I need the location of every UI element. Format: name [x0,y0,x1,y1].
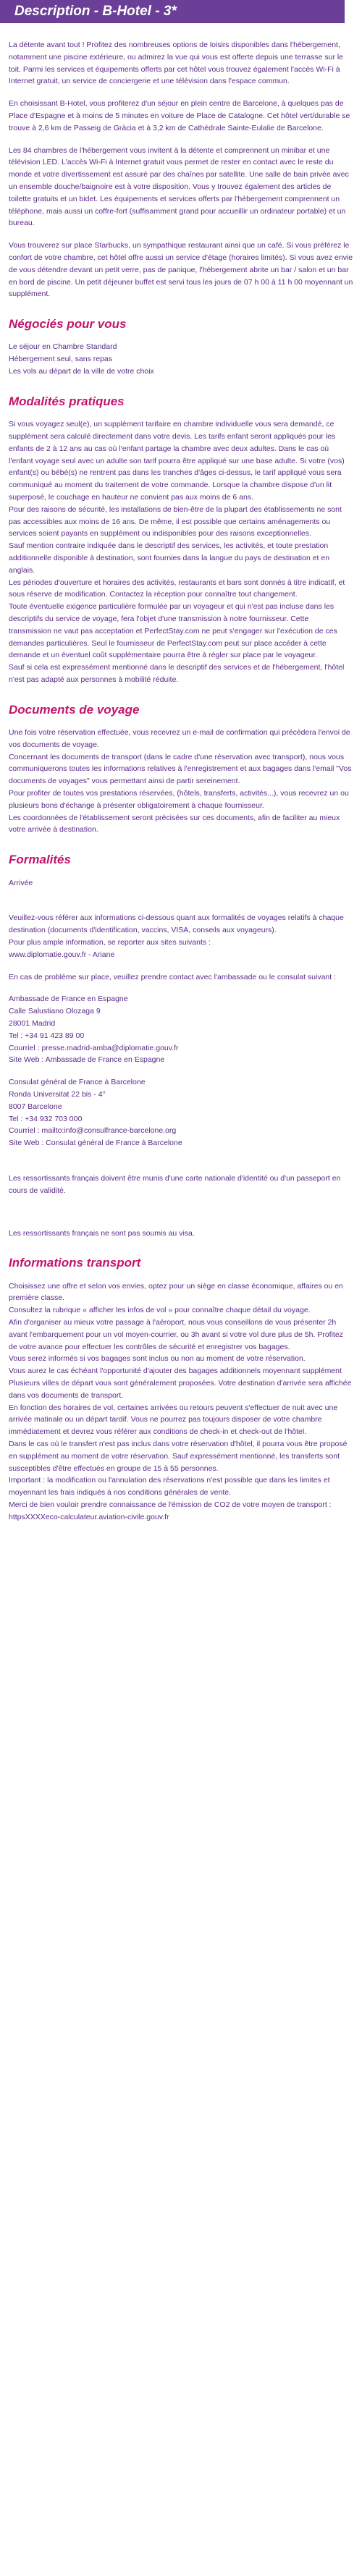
consulat-line: Site Web : Consulat général de France à Barcelone [9,1139,182,1148]
negocies-section [9,341,353,377]
documents-section [9,727,353,836]
negocies-line: Hébergement seul, sans repas [9,355,112,364]
consulat-line: 8007 Barcelone [9,1102,62,1111]
description-paragraph: La détente avant tout ! Profitez des nombreuses options de loisirs disponibles dans l'hébergement, notamment une piscine extérieure, ou admirez la vue qui vous est offerte depuis une terrasse sur le toit. Parmi les services et équipements offerts par cet hôtel vous trouvez également l'accès Wi-Fi à Internet gratuit, un service de conciergerie et une télévision dans l'espace commun. [9,41,344,86]
description-paragraph: Vous trouverez sur place Starbucks, un sympathique restaurant ainsi que un café. Si vous préférez le confort de votre chambre, cet hôtel offre aussi un service d'étage (horaires limités). Si vous avez envie de vous détendre devant un petit verre, pas de panique, l'hébergement abrite un bar / salon et un bar en bord de piscine. Un petit déjeuner buffet est servi tous les jours de 07 h 00 à 11 h 00 moyennant un supplément. [9,241,353,299]
formalites-paragraph: Les ressortissants français doivent être munis d'une carte nationale d'identité ou d'un passeport en cours de validité. [9,1173,341,1195]
consulat-line: Ronda Universitat 22 bis - 4° [9,1089,106,1099]
documents-paragraph: Concernant les documents de transport (dans le cadre d'une réservation avec transport), nous vous communiquerons toutes les informations relatives à l'enregistrement et aux bagages dans l'email "Vos documents de voyages" vous permettant ainsi de partir sereinement. [9,752,352,786]
description-section [9,39,353,300]
modalites-paragraph: Pour des raisons de sécurité, les installations de bien-être de la plupart des établissements ne sont pas accessibles aux moins de 16 ans. De même, il est possible que certains aménagements ou services soient payants en supplément ou indisponibles pour des raisons exceptionnelles. [9,504,342,539]
modalites-section [9,418,353,686]
negocies-line: Les vols au départ de la ville de votre choix [9,367,154,376]
transport-section [9,1280,353,1524]
transport-paragraph: Merci de bien vouloir prendre connaissance de l'émission de CO2 de votre moyen de transport : httpsXXXXeco-calculateur.aviation-civile.gouv.fr [9,1500,332,1521]
negocies-heading: Négociés pour vous [9,317,127,331]
transport-paragraph: Vous aurez le cas échéant l'opportunité d'ajouter des bagages additionnels moyennant supplément [9,1367,342,1376]
formalites-arrivee-label: Arrivée [9,878,33,887]
formalites-section [9,877,353,1240]
documents-paragraph: Les coordonnées de l'établissement seront précisées sur ces documents, afin de faciliter au mieux votre arrivée à destination. [9,813,340,835]
modalites-paragraph: Sauf mention contraire indiquée dans le descriptif des services, les activités, et toute prestation additionnelle disponible à destination, sont fournies dans la langue du pays de destination et en anglais. [9,541,330,575]
ambassade-line: 28001 Madrid [9,1018,56,1028]
documents-paragraph: Une fois votre réservation effectuée, vous recevrez un e-mail de confirmation qui précèdera l'envoi de vos documents de voyage. [9,728,350,749]
ambassade-line: Tel : +34 91 423 89 00 [9,1031,85,1040]
consulat-line: Courriel : mailto:info@consulfrance-barcelone.org [9,1126,177,1136]
documents-paragraph: Pour profiter de toutes vos prestations réservées, (hôtels, transferts, activités...), vous recevrez un ou plusieurs bons d'échange à présenter obligatoirement à chaque fournisseur. [9,789,349,810]
description-paragraph: Les 84 chambres de l'hébergement vous invitent à la détente et comprennent un minibar et une télévision LED. L'accès Wi-Fi à Internet gratuit vous permet de rester en contact avec le reste du monde et votre divertissement est assuré par des chaînes par satellite. Une salle de bain privée avec un ensemble douche/baignoire est à votre disposition. Vous y trouvez également des articles de toilette gratuits et un bidet. Les équipements et services offerts par l'hébergement comprennent un téléphone, mais aussi un coffre-fort (suffisamment grand pour accueillir un ordinateur portable) et un bureau. [9,145,349,228]
transport-paragraph: Consultez la rubrique « afficher les infos de vol » pour connaître chaque détail du voyage. [9,1306,311,1315]
transport-paragraph: Important : la modification ou l'annulation des réservations n'est possible que dans les limites et moyennant les frais indiqués à nos conditions générales de vente. [9,1476,330,1498]
formalites-heading: Formalités [9,853,71,867]
modalites-heading: Modalités pratiques [9,394,125,408]
formalites-paragraph: Pour plus ample information, se reporter aux sites suivants : [9,938,211,947]
page-title: Description - B-Hotel - 3* [14,4,177,20]
transport-paragraph: Choisissez une offre et selon vos envies, optez pour un siège en classe économique, affaires ou en première classe. [9,1281,343,1303]
formalites-paragraph: En cas de problème sur place, veuillez prendre contact avec l'ambassade ou le consulat suivant : [9,972,337,981]
transport-heading: Informations transport [9,1256,141,1270]
transport-paragraph: Dans le cas où le transfert n'est pas inclus dans votre réservation d'hôtel, il pourra vous être proposé en supplément au moment de votre réservation. Sauf expressément mentionné, les transferts sont susceptibles d'être effectués en groupe de 15 à 55 personnes. [9,1440,348,1473]
ambassade-line: Calle Salustiano Olozaga 9 [9,1007,101,1016]
description-paragraph: En choisissant B-Hotel, vous profiterez d'un séjour en plein centre de Barcelone, à quelques pas de Place d'Espagne et à moins de 5 minutes en voiture de Place de Catalogne. Cet hôtel vert/durable se trouve à 2,6 km de Passeig de Gràcia et à 3,2 km de Cathédrale Sainte-Eulalie de Barcelone. [9,99,350,132]
negocies-line: Le séjour en Chambre Standard [9,342,117,352]
transport-paragraph: En fonction des horaires de vol, certaines arrivées ou retours peuvent s'effectuer de nuit avec une arrivée matinale ou un départ tardif. Vous ne pourrez pas toujours disposer de votre chambre immédiatement et devrez vous référer aux conditions de check-in et check-out de l'hôtel. [9,1403,338,1437]
consulat-line: Consulat général de France à Barcelone [9,1078,146,1087]
modalites-paragraph: Toute éventuelle exigence particulière formulée par un voyageur et qui n'est pas incluse dans les descriptifs du service de voyage, fera l'objet d'une transmission à notre fournisseur. Cette transmission ne vaut pas acceptation et PerfectStay.com ne peut s'engager sur l'exécution de ces demandes particulières. Seul le fournisseur de PerfectStay.com peut sur place accéder à cette demande et un éventuel coût supplémentaire pourra être à régler sur place par le voyageur. [9,602,337,660]
ambassade-line: Ambassade de France en Espagne [9,994,128,1004]
formalites-link-line: www.diplomatie.gouv.fr - Ariane [9,950,115,959]
modalites-paragraph: Les périodes d'ouverture et horaires des activités, restaurants et bars sont donnés à titre indicatif, et sous réserve de modification. Contactez la réception pour connaître tout changement. [9,578,345,599]
transport-paragraph: Afin d'organiser au mieux votre passage à l'aéroport, nous vous conseillons de vous présenter 2h avant l'embarquement pour un vol moyen-courrier, ou 3h avant si votre vol dure plus de 5h. Profitez de votre avance pour effectuer les contrôles de sécurité et enregistrer vos bagages. [9,1318,343,1351]
documents-heading: Documents de voyage [9,702,140,717]
consulat-line: Tel : +34 932 703 000 [9,1114,83,1123]
ambassade-line: Site Web : Ambassade de France en Espagne [9,1055,165,1065]
modalites-paragraph: Si vous voyagez seul(e), un supplément tarifaire en chambre individuelle vous sera demandé, ce supplément sera calculé directement dans votre devis. Les tarifs enfant seront appliqués pour les enfants de 2 à 12 ans au cas où l'enfant partage la chambre avec deux adultes. Dans le cas où l'enfant voyage seul avec un adulte son tarif pourra être appliqué sur une base adulte. Si votre (vos) enfant(s) ou bébé(s) ne rentrent pas dans les tranches d'âges ci-dessus, le tarif appliqué vous sera communiqué au moment du traitement de votre commande. Lorsque la chambre dispose d'un lit superposé, le couchage en hauteur ne convient pas aux moins de 6 ans. [9,420,345,502]
modalites-paragraph: Sauf si cela est expressément mentionné dans le descriptif des services et de l'hébergement, l'hôtel n'est pas adapté aux personnes à mobilité réduite. [9,663,345,684]
formalites-paragraph: Les ressortissants français ne sont pas soumis au visa. [9,1228,195,1238]
transport-paragraph: Plusieurs villes de départ vous sont généralement proposées. Votre destination d'arrivée sera affichée dans vos documents de transport. [9,1379,352,1400]
ambassade-line: Courriel : presse.madrid-amba@diplomatie.gouv.fr [9,1043,179,1052]
transport-paragraph: Vous serez informés si vos bagages sont inclus ou non au moment de votre réservation. [9,1354,306,1364]
formalites-paragraph: Veuillez-vous référer aux informations ci-dessous quant aux formalités de voyages relatifs à chaque destination (documents d'identification, vaccins, VISA, conseils aux voyageurs). [9,913,344,935]
page-title-bar [0,0,345,23]
